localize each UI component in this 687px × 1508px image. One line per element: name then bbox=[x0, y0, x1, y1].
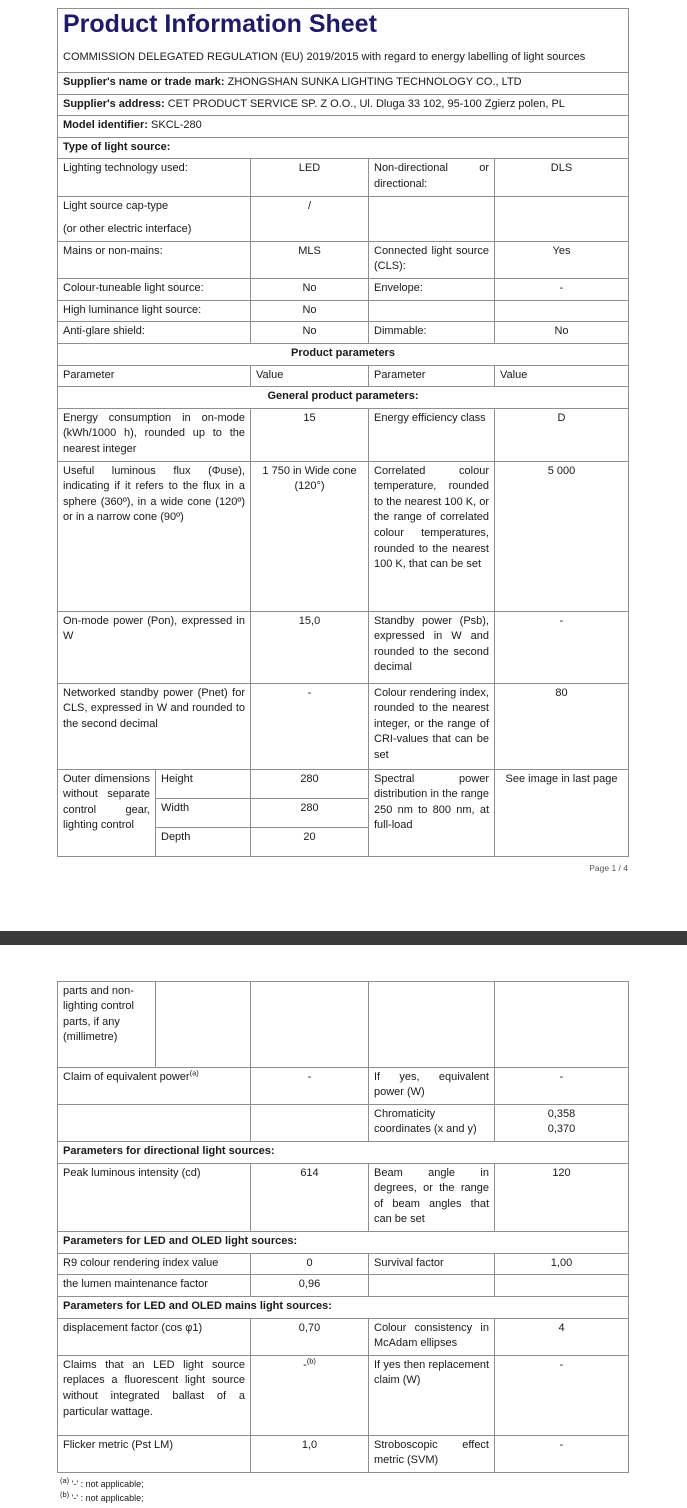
claims-replace-value: - bbox=[303, 1358, 307, 1371]
dimension-name: Depth bbox=[156, 827, 251, 856]
param-cell: Envelope: bbox=[369, 279, 495, 301]
value-cell: - bbox=[495, 1067, 629, 1104]
empty-cell bbox=[156, 981, 251, 1067]
param-cell: If yes then replacement claim (W) bbox=[369, 1355, 495, 1435]
value-cell bbox=[251, 1355, 369, 1435]
column-header: Value bbox=[495, 365, 629, 387]
value-cell: 120 bbox=[495, 1163, 629, 1231]
param-cell: R9 colour rendering index value bbox=[58, 1253, 251, 1275]
dimension-name: Width bbox=[156, 798, 251, 827]
product-information-sheet bbox=[0, 8, 687, 1506]
claim-label: Claim of equivalent power bbox=[63, 1070, 190, 1083]
table-row bbox=[58, 1253, 629, 1275]
param-cell: Dimmable: bbox=[369, 322, 495, 344]
supplier-name-label: Supplier's name or trade mark: bbox=[63, 76, 225, 88]
model-identifier-row bbox=[58, 116, 629, 138]
led-oled-section-header: Parameters for LED and OLED light sources: bbox=[58, 1232, 629, 1254]
value-cell: No bbox=[495, 322, 629, 344]
directional-section-header: Parameters for directional light sources: bbox=[58, 1142, 629, 1164]
empty-cell bbox=[369, 1275, 495, 1297]
table-row bbox=[58, 159, 629, 196]
table-row bbox=[58, 1435, 629, 1472]
param-cell: Stroboscopic effect metric (SVM) bbox=[369, 1435, 495, 1472]
value-cell: 0 bbox=[251, 1253, 369, 1275]
value-cell: 80 bbox=[495, 683, 629, 769]
value-cell: - bbox=[251, 683, 369, 769]
value-cell: D bbox=[495, 408, 629, 461]
table-row bbox=[58, 408, 629, 461]
table-row bbox=[58, 611, 629, 683]
value-cell: 4 bbox=[495, 1318, 629, 1355]
value-cell: DLS bbox=[495, 159, 629, 196]
param-cell bbox=[58, 196, 251, 241]
page-title: Product Information Sheet bbox=[63, 10, 377, 38]
value-cell: - bbox=[495, 1435, 629, 1472]
section-header-row bbox=[58, 387, 629, 409]
value-cell: Yes bbox=[495, 241, 629, 278]
dimension-name: Height bbox=[156, 769, 251, 798]
value-cell: No bbox=[251, 300, 369, 322]
param-cell: On-mode power (Pon), expressed in W bbox=[58, 611, 251, 683]
table-row bbox=[58, 241, 629, 278]
param-cell: Non-directional or directional: bbox=[369, 159, 495, 196]
page-break-divider bbox=[0, 931, 687, 945]
dimension-value: 20 bbox=[251, 827, 369, 856]
footnote-a bbox=[60, 1475, 687, 1492]
value-cell: - bbox=[495, 611, 629, 683]
param-cell: Lighting technology used: bbox=[58, 159, 251, 196]
param-cell bbox=[58, 1067, 251, 1104]
supplier-address-row bbox=[58, 94, 629, 116]
param-cell: displacement factor (cos φ1) bbox=[58, 1318, 251, 1355]
param-cell: Colour consistency in McAdam ellipses bbox=[369, 1318, 495, 1355]
led-oled-mains-section-header: Parameters for LED and OLED mains light sources: bbox=[58, 1296, 629, 1318]
table-row bbox=[58, 279, 629, 301]
param-cell: Colour-tuneable light source: bbox=[58, 279, 251, 301]
param-cell: Survival factor bbox=[369, 1253, 495, 1275]
page-number: Page 1 / 4 bbox=[589, 862, 628, 873]
continuation-label: parts and non-lighting control parts, if any (millimetre) bbox=[58, 981, 156, 1067]
value-cell: 1,0 bbox=[251, 1435, 369, 1472]
model-identifier-value: SKCL-280 bbox=[151, 119, 202, 132]
outer-dimensions-label: Outer dimensions without separate control gear, lighting control bbox=[58, 769, 156, 856]
table-row bbox=[58, 461, 629, 611]
empty-cell bbox=[251, 1104, 369, 1141]
table-row bbox=[58, 1318, 629, 1355]
param-cell: Anti-glare shield: bbox=[58, 322, 251, 344]
value-cell: 1 750 in Wide cone (120°) bbox=[251, 461, 369, 611]
table-row bbox=[58, 683, 629, 769]
product-parameters-header: Product parameters bbox=[58, 343, 629, 365]
supplier-name-row bbox=[58, 73, 629, 95]
param-cell: the lumen maintenance factor bbox=[58, 1275, 251, 1297]
cap-type-line2: (or other electric interface) bbox=[63, 223, 192, 236]
model-identifier-label: Model identifier: bbox=[63, 119, 148, 132]
value-cell: No bbox=[251, 322, 369, 344]
value-cell: No bbox=[251, 279, 369, 301]
empty-cell bbox=[58, 1104, 251, 1141]
table-row bbox=[58, 1104, 629, 1141]
footnote-a-marker: (a) bbox=[60, 1475, 70, 1485]
section-header-row bbox=[58, 343, 629, 365]
type-of-light-source-label: Type of light source: bbox=[58, 137, 629, 159]
empty-cell bbox=[495, 1275, 629, 1297]
value-cell: - bbox=[251, 1067, 369, 1104]
param-cell bbox=[369, 196, 495, 241]
empty-cell bbox=[369, 981, 495, 1067]
page-1-table bbox=[57, 8, 629, 857]
outer-dimensions-row bbox=[58, 769, 629, 798]
table-row bbox=[58, 300, 629, 322]
table-row bbox=[58, 1067, 629, 1104]
continuation-row bbox=[58, 981, 629, 1067]
type-of-light-source-row bbox=[58, 137, 629, 159]
footnote-a-text: '-' : not applicable; bbox=[71, 1478, 144, 1489]
param-cell: Standby power (Psb), expressed in W and rounded to the second decimal bbox=[369, 611, 495, 683]
empty-cell bbox=[495, 981, 629, 1067]
footnotes bbox=[60, 1475, 687, 1506]
value-cell: / bbox=[251, 196, 369, 241]
value-cell: 1,00 bbox=[495, 1253, 629, 1275]
value-cell bbox=[495, 1104, 629, 1141]
footnote-b-marker: (b) bbox=[60, 1489, 70, 1499]
value-cell: 5 000 bbox=[495, 461, 629, 611]
dimension-value: 280 bbox=[251, 798, 369, 827]
table-row bbox=[58, 322, 629, 344]
footnote-b-text: '-' : not applicable; bbox=[71, 1492, 144, 1503]
param-cell: Spectral power distribution in the range 250 nm to 800 nm, at full-load bbox=[369, 769, 495, 856]
param-cell: Flicker metric (Pst LM) bbox=[58, 1435, 251, 1472]
title-row bbox=[58, 9, 629, 73]
param-cell: Correlated colour temperature, rounded to the nearest 100 K, or the range of correlated colour temperatures, rounded to the nearest 100 K, that can be set bbox=[369, 461, 495, 611]
table-row bbox=[58, 1163, 629, 1231]
value-cell: 0,96 bbox=[251, 1275, 369, 1297]
column-header: Parameter bbox=[58, 365, 251, 387]
table-row bbox=[58, 1275, 629, 1297]
column-header: Parameter bbox=[369, 365, 495, 387]
section-header-row bbox=[58, 1296, 629, 1318]
general-parameters-header: General product parameters: bbox=[58, 387, 629, 409]
page-2-table bbox=[57, 981, 629, 1473]
param-cell: Colour rendering index, rounded to the nearest integer, or the range of CRI-values that can be set bbox=[369, 683, 495, 769]
cap-type-line1: Light source cap-type bbox=[63, 199, 169, 212]
value-cell: MLS bbox=[251, 241, 369, 278]
supplier-name-value: ZHONGSHAN SUNKA LIGHTING TECHNOLOGY CO., LTD bbox=[227, 76, 522, 88]
footnote-b bbox=[60, 1489, 687, 1506]
column-header: Value bbox=[251, 365, 369, 387]
dimension-value: 280 bbox=[251, 769, 369, 798]
chromaticity-y: 0,370 bbox=[547, 1123, 576, 1136]
footnote-marker-b: (b) bbox=[306, 1356, 316, 1366]
param-cell: Mains or non-mains: bbox=[58, 241, 251, 278]
param-cell: Networked standby power (Pnet) for CLS, expressed in W and rounded to the second decimal bbox=[58, 683, 251, 769]
value-cell: 15 bbox=[251, 408, 369, 461]
param-cell: High luminance light source: bbox=[58, 300, 251, 322]
section-header-row bbox=[58, 1232, 629, 1254]
param-cell bbox=[369, 300, 495, 322]
value-cell: 0,70 bbox=[251, 1318, 369, 1355]
value-cell: - bbox=[495, 1355, 629, 1435]
table-row bbox=[58, 196, 629, 241]
param-cell: Energy consumption in on-mode (kWh/1000 h), rounded up to the nearest integer bbox=[58, 408, 251, 461]
param-cell: Chromaticity coordinates (x and y) bbox=[369, 1104, 495, 1141]
section-header-row bbox=[58, 1142, 629, 1164]
columns-header-row bbox=[58, 365, 629, 387]
value-cell: - bbox=[495, 279, 629, 301]
empty-cell bbox=[251, 981, 369, 1067]
table-row bbox=[58, 1355, 629, 1435]
value-cell: See image in last page bbox=[495, 769, 629, 856]
supplier-address-label: Supplier's address: bbox=[63, 97, 165, 110]
param-cell: Connected light source (CLS): bbox=[369, 241, 495, 278]
value-cell bbox=[495, 300, 629, 322]
value-cell bbox=[495, 196, 629, 241]
param-cell: If yes, equivalent power (W) bbox=[369, 1067, 495, 1104]
footnote-marker-a: (a) bbox=[189, 1067, 199, 1077]
param-cell: Energy efficiency class bbox=[369, 408, 495, 461]
chromaticity-x: 0,358 bbox=[547, 1107, 576, 1120]
param-cell: Peak luminous intensity (cd) bbox=[58, 1163, 251, 1231]
value-cell: LED bbox=[251, 159, 369, 196]
supplier-address-value: CET PRODUCT SERVICE SP. Z O.O., Ul. Dluga 33 102, 95-100 Zgierz polen, PL bbox=[167, 97, 565, 110]
param-cell: Claims that an LED light source replaces a fluorescent light source without integrated ballast of a particular wattage. bbox=[58, 1355, 251, 1435]
regulation-subtitle: COMMISSION DELEGATED REGULATION (EU) 2019/2015 with regard to energy labelling of light sources bbox=[63, 50, 586, 63]
value-cell: 614 bbox=[251, 1163, 369, 1231]
param-cell: Beam angle in degrees, or the range of beam angles that can be set bbox=[369, 1163, 495, 1231]
value-cell: 15,0 bbox=[251, 611, 369, 683]
param-cell: Useful luminous flux (Φuse), indicating if it refers to the flux in a sphere (360º), in a wide cone (120º) or in a narrow cone (90º) bbox=[58, 461, 251, 611]
